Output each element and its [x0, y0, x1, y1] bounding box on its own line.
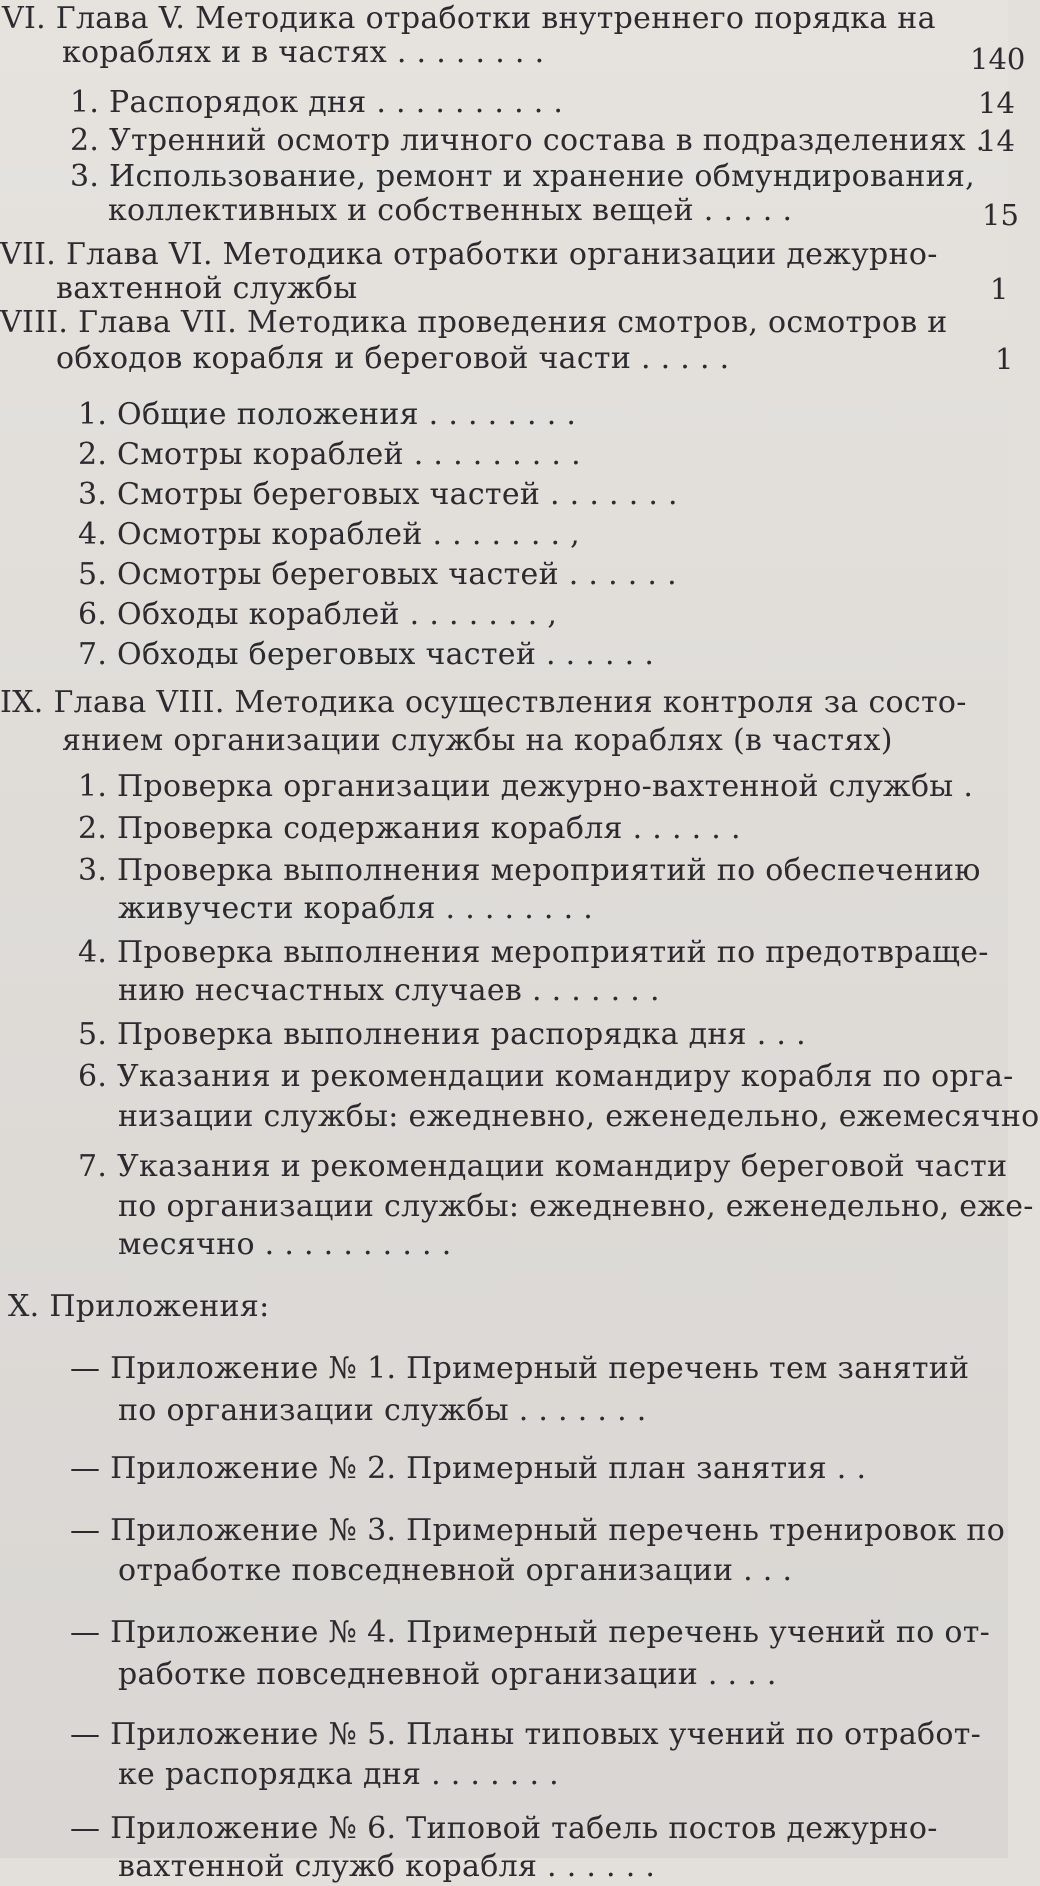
toc-line: VIII. Глава VII. Методика проведения смотров, осмотров и [0, 305, 948, 340]
toc-line: 7. Обходы береговых частей . . . . . . [78, 637, 655, 672]
toc-line: VI. Глава V. Методика отработки внутреннего порядка на [2, 1, 936, 36]
page-number: 1 [990, 272, 1009, 306]
toc-line: 1. Распорядок дня . . . . . . . . . . [70, 85, 564, 120]
toc-line: 5. Осмотры береговых частей . . . . . . [78, 557, 677, 592]
page-number: 140 [970, 42, 1026, 76]
toc-line: коллективных и собственных вещей . . . . . [108, 193, 793, 228]
toc-line: живучести корабля . . . . . . . . [118, 891, 594, 926]
toc-line: 4. Осмотры кораблей . . . . . . . , [78, 517, 581, 552]
toc-line: 1. Проверка организации дежурно-вахтенной службы . [78, 769, 974, 804]
toc-line: — Приложение № 5. Планы типовых учений по отработ- [70, 1717, 982, 1752]
toc-line: ке распорядка дня . . . . . . . [118, 1757, 559, 1792]
toc-line: 5. Проверка выполнения распорядка дня . . . [78, 1017, 806, 1052]
toc-line: работке повседневной организации . . . . [118, 1657, 777, 1692]
toc-line: нию несчастных случаев . . . . . . . [118, 973, 660, 1008]
toc-line: 1. Общие положения . . . . . . . . [78, 397, 577, 432]
toc-line: 4. Проверка выполнения мероприятий по предотвраще- [78, 935, 989, 970]
toc-line: 3. Использование, ремонт и хранение обмундирования, [70, 159, 976, 194]
page-number: 14 [978, 124, 1015, 158]
toc-line: янием организации службы на кораблях (в частях) [62, 723, 893, 758]
toc-line: по организации службы: ежедневно, еженедельно, еже- [118, 1189, 1034, 1224]
page-number: 1 [995, 342, 1014, 376]
toc-line: вахтенной служб корабля . . . . . . [118, 1849, 656, 1884]
page-number: 15 [982, 198, 1019, 232]
toc-line: 3. Смотры береговых частей . . . . . . . [78, 477, 678, 512]
toc-line: — Приложение № 6. Типовой табель постов дежурно- [70, 1811, 938, 1846]
toc-line: отработке повседневной организации . . . [118, 1553, 793, 1588]
toc-line: — Приложение № 1. Примерный перечень тем занятий [70, 1351, 970, 1386]
toc-line: кораблях и в частях . . . . . . . . [62, 35, 545, 70]
page-number: 14 [978, 86, 1015, 120]
toc-line: — Приложение № 3. Примерный перечень тренировок по [70, 1513, 1006, 1548]
toc-line: 6. Указания и рекомендации командиру корабля по орга- [78, 1059, 1014, 1094]
toc-line: X. Приложения: [8, 1289, 270, 1324]
toc-line: 2. Утренний осмотр личного состава в подразделениях . [70, 123, 986, 158]
toc-line: 2. Смотры кораблей . . . . . . . . . [78, 437, 581, 472]
toc-line: низации службы: ежедневно, еженедельно, ежемесячно [118, 1099, 1040, 1134]
toc-line: 2. Проверка содержания корабля . . . . . . [78, 811, 741, 846]
toc-line: 6. Обходы кораблей . . . . . . . , [78, 597, 558, 632]
toc-line: IX. Глава VIII. Методика осуществления контроля за состо- [0, 685, 967, 720]
toc-line: обходов корабля и береговой части . . . . . [56, 341, 730, 376]
toc-line: VII. Глава VI. Методика отработки организации дежурно- [0, 237, 938, 272]
toc-line: по организации службы . . . . . . . [118, 1393, 647, 1428]
toc-line: вахтенной службы [56, 271, 358, 306]
toc-line: — Приложение № 4. Примерный перечень учений по от- [70, 1615, 991, 1650]
toc-line: 3. Проверка выполнения мероприятий по обеспечению [78, 853, 981, 888]
toc-line: — Приложение № 2. Примерный план занятия . . [70, 1451, 867, 1486]
toc-line: 7. Указания и рекомендации командиру береговой части [78, 1149, 1008, 1184]
toc-line: месячно . . . . . . . . . . [118, 1227, 452, 1262]
